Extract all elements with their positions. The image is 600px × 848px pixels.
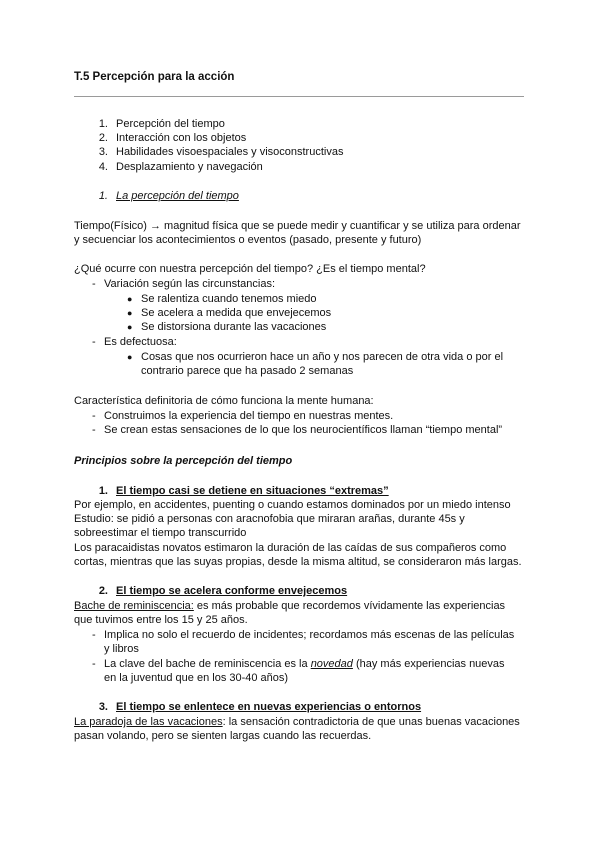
paragraph-line: cortas, mientras que las suyas propias, desde la misma altitud, se consideraron más largas. — [74, 556, 522, 568]
toc-item: 2. Interacción con los objetos — [98, 132, 247, 144]
paragraph-line: La paradoja de las vacaciones: la sensación contradictoria de que unas buenas vacaciones — [74, 716, 520, 728]
bullet-item: ● Se distorsiona durante las vacaciones — [127, 321, 327, 333]
bullet-item: ● Se acelera a medida que envejecemos — [127, 307, 332, 319]
toc-item: 3. Habilidades visoespaciales y visoconstructivas — [98, 146, 344, 158]
bullet-item-continued: contrario parece que ha pasado 2 semanas — [141, 365, 354, 377]
bullet-item: ● Cosas que nos ocurrieron hace un año y nos parecen de otra vida o por el — [127, 351, 504, 363]
section-heading: 1. La percepción del tiempo — [98, 190, 239, 202]
principle-heading: 1. El tiempo casi se detiene en situaciones “extremas” — [98, 485, 389, 497]
page-title: T.5 Percepción para la acción — [74, 71, 235, 83]
list-item: - Variación según las circunstancias: — [92, 278, 275, 290]
paragraph-line: Estudio: se pidió a personas con aracnofobia que miraran arañas, durante 45s y — [74, 513, 465, 525]
list-item-continued: y libros — [104, 643, 139, 655]
toc-item: 1. Percepción del tiempo — [98, 118, 225, 130]
paragraph-line: que tuvimos entre los 15 y 25 años. — [74, 614, 248, 626]
principle-heading: 3. El tiempo se enlentece en nuevas experiencias o entornos — [98, 701, 422, 713]
toc-item: 4. Desplazamiento y navegación — [98, 161, 263, 173]
list-item: - Construimos la experiencia del tiempo en nuestras mentes. — [92, 410, 394, 422]
list-item: - La clave del bache de reminiscencia es la novedad (hay más experiencias nuevas — [92, 658, 505, 670]
definition-line: Tiempo(Físico) → magnitud física que se puede medir y cuantificar y se utiliza para ordenar — [74, 220, 521, 232]
paragraph-line: sobreestimar el tiempo transcurrido — [74, 527, 247, 539]
list-item: - Se crean estas sensaciones de lo que los neurocientíficos llaman “tiempo mental” — [92, 424, 503, 436]
principle-heading: 2. El tiempo se acelera conforme envejecemos — [98, 585, 348, 597]
list-item: - Implica no solo el recuerdo de incidentes; recordamos más escenas de las películas — [92, 629, 515, 641]
question-text: ¿Qué ocurre con nuestra percepción del tiempo? ¿Es el tiempo mental? — [74, 263, 426, 275]
title-divider — [74, 96, 524, 97]
principles-heading: Principios sobre la percepción del tiempo — [74, 455, 293, 467]
paragraph-line: Bache de reminiscencia: es más probable que recordemos vívidamente las experiencias — [74, 600, 506, 612]
bullet-item: ● Se ralentiza cuando tenemos miedo — [127, 293, 317, 305]
definition-line: y secuenciar los acontecimientos o eventos (pasado, presente y futuro) — [74, 234, 422, 246]
characteristic-intro: Característica definitoria de cómo funciona la mente humana: — [74, 395, 374, 407]
list-item: - Es defectuosa: — [92, 336, 177, 348]
paragraph-line: Por ejemplo, en accidentes, puenting o cuando estamos dominados por un miedo intenso — [74, 499, 511, 511]
paragraph-line: pasan volando, pero se sienten largas cuando las recuerdas. — [74, 730, 372, 742]
list-item-continued: en la juventud que en los 30-40 años) — [104, 672, 289, 684]
paragraph-line: Los paracaidistas novatos estimaron la duración de las caídas de sus compañeros como — [74, 542, 507, 554]
